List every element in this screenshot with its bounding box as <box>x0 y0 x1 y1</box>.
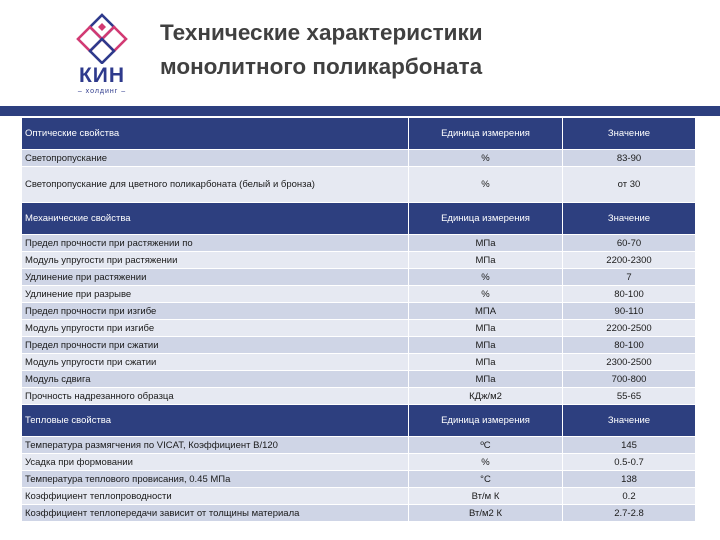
table-row <box>22 337 695 354</box>
property-value: 80-100 <box>563 286 695 303</box>
property-unit: % <box>409 150 563 167</box>
property-unit: МПа <box>409 252 563 269</box>
section-label: Механические свойства <box>22 203 409 235</box>
table-row <box>22 252 695 269</box>
property-value: 55-65 <box>563 388 695 405</box>
property-value: 2200-2300 <box>563 252 695 269</box>
page-title <box>160 16 700 84</box>
header-divider-band <box>0 106 720 116</box>
property-value: 700-800 <box>563 371 695 388</box>
property-label: Усадка при формовании <box>22 454 409 471</box>
table-row <box>22 454 695 471</box>
property-unit: МПа <box>409 337 563 354</box>
property-value: 60-70 <box>563 235 695 252</box>
property-label: Модуль упругости при растяжении <box>22 252 409 269</box>
property-label: Модуль упругости при сжатии <box>22 354 409 371</box>
table-row <box>22 269 695 286</box>
section-label: Тепловые свойства <box>22 405 409 437</box>
table-row <box>22 488 695 505</box>
property-unit: °С <box>409 471 563 488</box>
section-header-mechanical <box>22 203 695 235</box>
property-unit: % <box>409 454 563 471</box>
property-unit: ºС <box>409 437 563 454</box>
property-label: Температура теплового провисания, 0.45 МПа <box>22 471 409 488</box>
property-unit: Вт/м2 К <box>409 505 563 522</box>
table-row <box>22 167 695 203</box>
table-row <box>22 286 695 303</box>
property-unit: % <box>409 286 563 303</box>
value-column-header: Значение <box>563 203 695 235</box>
property-value: 7 <box>563 269 695 286</box>
table-row <box>22 150 695 167</box>
slide-header <box>0 0 720 106</box>
table-row <box>22 303 695 320</box>
property-label: Модуль упругости при изгибе <box>22 320 409 337</box>
property-value: 138 <box>563 471 695 488</box>
property-unit: Вт/м К <box>409 488 563 505</box>
value-column-header: Значение <box>563 405 695 437</box>
property-value: 0.5-0.7 <box>563 454 695 471</box>
company-logo <box>64 12 140 100</box>
unit-column-header: Единица измерения <box>409 203 563 235</box>
property-label: Удлинение при разрыве <box>22 286 409 303</box>
property-value: 2.7-2.8 <box>563 505 695 522</box>
property-unit: МПа <box>409 320 563 337</box>
property-label: Прочность надрезанного образца <box>22 388 409 405</box>
property-value: от 30 <box>563 167 695 203</box>
property-unit: % <box>409 269 563 286</box>
unit-column-header: Единица измерения <box>409 118 563 150</box>
property-label: Удлинение при растяжении <box>22 269 409 286</box>
property-label: Предел прочности при изгибе <box>22 303 409 320</box>
property-label: Модуль сдвига <box>22 371 409 388</box>
section-header-optical <box>22 118 695 150</box>
logo-diamond-icon <box>76 12 128 64</box>
property-unit: КДж/м2 <box>409 388 563 405</box>
property-label: Предел прочности при растяжении по <box>22 235 409 252</box>
table-row <box>22 388 695 405</box>
property-value: 83-90 <box>563 150 695 167</box>
property-value: 145 <box>563 437 695 454</box>
title-line-1: Технические характеристики <box>160 20 483 45</box>
property-value: 80-100 <box>563 337 695 354</box>
table-row <box>22 471 695 488</box>
property-label: Коэффициент теплопроводности <box>22 488 409 505</box>
logo-subtext: – холдинг – <box>77 88 127 95</box>
value-column-header: Значение <box>563 118 695 150</box>
property-label: Предел прочности при сжатии <box>22 337 409 354</box>
table-row <box>22 505 695 522</box>
property-unit: МПа <box>409 371 563 388</box>
section-label: Оптические свойства <box>22 118 409 150</box>
logo-text: КИН <box>78 64 126 87</box>
section-header-thermal <box>22 405 695 437</box>
table-row <box>22 354 695 371</box>
property-value: 90-110 <box>563 303 695 320</box>
table-row <box>22 371 695 388</box>
property-unit: % <box>409 167 563 203</box>
unit-column-header: Единица измерения <box>409 405 563 437</box>
property-value: 2200-2500 <box>563 320 695 337</box>
property-label: Светопропускание <box>22 150 409 167</box>
property-value: 0.2 <box>563 488 695 505</box>
property-value: 2300-2500 <box>563 354 695 371</box>
table-row <box>22 320 695 337</box>
specs-table <box>22 118 695 522</box>
title-line-2: монолитного поликарбоната <box>160 54 483 79</box>
property-unit: МПА <box>409 303 563 320</box>
table-row <box>22 437 695 454</box>
table-row <box>22 235 695 252</box>
property-label: Температура размягчения по VICAT, Коэффициент В/120 <box>22 437 409 454</box>
property-label: Светопропускание для цветного поликарбоната (белый и бронза) <box>22 167 409 203</box>
property-label: Коэффициент теплопередачи зависит от толщины материала <box>22 505 409 522</box>
property-unit: МПа <box>409 354 563 371</box>
property-unit: МПа <box>409 235 563 252</box>
